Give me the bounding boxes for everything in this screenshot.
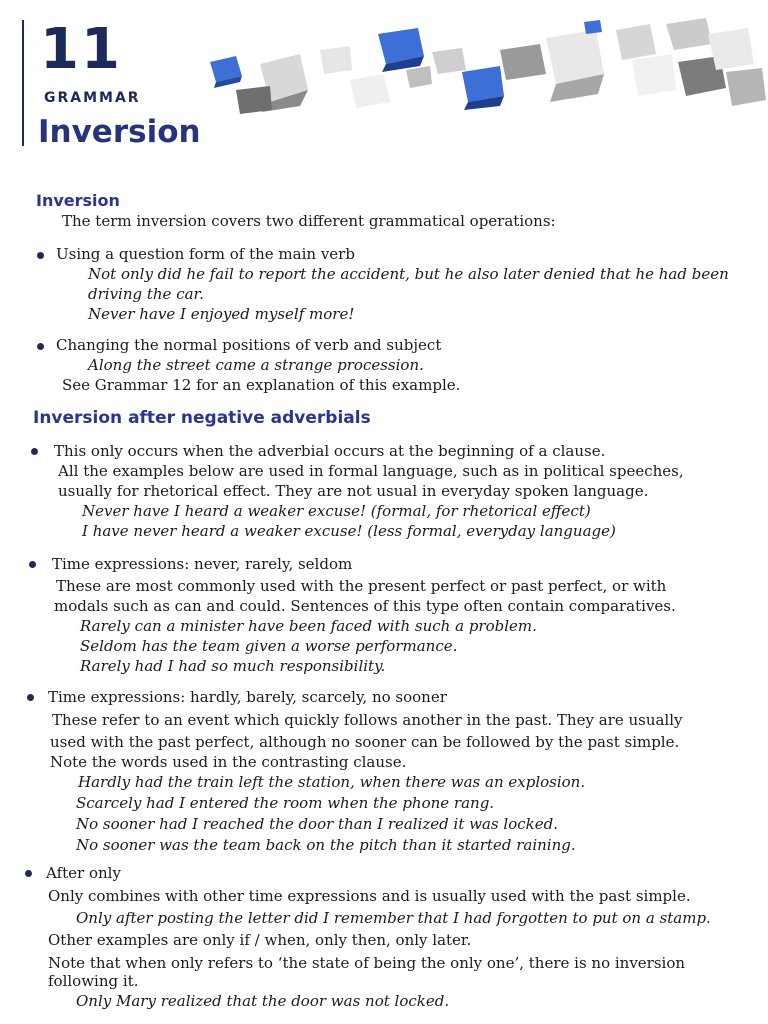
example-line: Scarcely had I entered the room when the phone rang.: [76, 794, 495, 812]
unit-kicker: GRAMMAR: [44, 90, 141, 106]
bullet-text: Time expressions: hardly, barely, scarcely, no sooner: [48, 688, 447, 706]
example-line: Never have I heard a weaker excuse! (formal, for rhetorical effect): [82, 502, 591, 520]
bullet-text: This only occurs when the adverbial occurs at the beginning of a clause.: [54, 442, 606, 460]
unit-title: Inversion: [38, 114, 201, 150]
bullet-icon: [31, 448, 38, 455]
body-text: These are most commonly used with the present perfect or past perfect, or with: [56, 577, 667, 595]
unit-header: [0, 0, 768, 160]
section-heading: Inversion after negative adverbials: [33, 408, 371, 428]
example-line: driving the car.: [88, 285, 204, 303]
body-text: usually for rhetorical effect. They are not usual in everyday spoken language.: [58, 482, 649, 500]
unit-number: 11: [40, 17, 122, 82]
example-line: Seldom has the team given a worse performance.: [80, 637, 458, 655]
body-text: Other examples are only if / when, only then, only later.: [48, 931, 472, 949]
example-line: Rarely can a minister have been faced with such a problem.: [80, 617, 537, 635]
body-text: modals such as can and could. Sentences of this type often contain comparatives.: [54, 597, 676, 615]
body-text: Only combines with other time expressions and is usually used with the past simple.: [48, 887, 691, 905]
bullet-text: Using a question form of the main verb: [56, 245, 355, 263]
header-rule: [22, 20, 24, 146]
note-text: See Grammar 12 for an explanation of this example.: [62, 376, 461, 394]
floating-cubes-icon: [200, 10, 768, 130]
bullet-text: Time expressions: never, rarely, seldom: [52, 555, 353, 573]
intro-text: The term inversion covers two different grammatical operations:: [62, 212, 556, 230]
body-text: All the examples below are used in formal language, such as in political speeches,: [58, 462, 684, 480]
body-text: Note that when only refers to ‘the state of being the only one’, there is no inversion: [48, 954, 686, 972]
example-line: No sooner had I reached the door than I realized it was locked.: [76, 815, 558, 833]
bullet-text: Changing the normal positions of verb and subject: [56, 336, 442, 354]
bullet-icon: [25, 870, 32, 877]
bullet-icon: [37, 252, 44, 259]
example-line: Along the street came a strange procession.: [88, 356, 424, 374]
example-line: No sooner was the team back on the pitch than it started raining.: [76, 836, 576, 854]
bullet-icon: [29, 561, 36, 568]
bullet-icon: [37, 343, 44, 350]
example-line: I have never heard a weaker excuse! (less formal, everyday language): [82, 522, 616, 540]
bullet-icon: [27, 694, 34, 701]
example-line: Only Mary realized that the door was not locked.: [76, 992, 450, 1010]
body-text: Note the words used in the contrasting clause.: [50, 753, 407, 771]
body-text: used with the past perfect, although no sooner can be followed by the past simple.: [50, 733, 680, 751]
section-heading: Inversion: [36, 191, 120, 210]
example-line: Hardly had the train left the station, when there was an explosion.: [78, 773, 586, 791]
example-line: Not only did he fail to report the accident, but he also later denied that he had been: [88, 265, 729, 283]
example-line: Never have I enjoyed myself more!: [88, 305, 355, 323]
body-text: following it.: [48, 972, 139, 990]
example-line: Only after posting the letter did I remember that I had forgotten to put on a stamp.: [76, 909, 711, 927]
body-text: These refer to an event which quickly follows another in the past. They are usually: [52, 711, 683, 729]
bullet-text: After only: [46, 864, 121, 882]
example-line: Rarely had I had so much responsibility.: [80, 657, 386, 675]
